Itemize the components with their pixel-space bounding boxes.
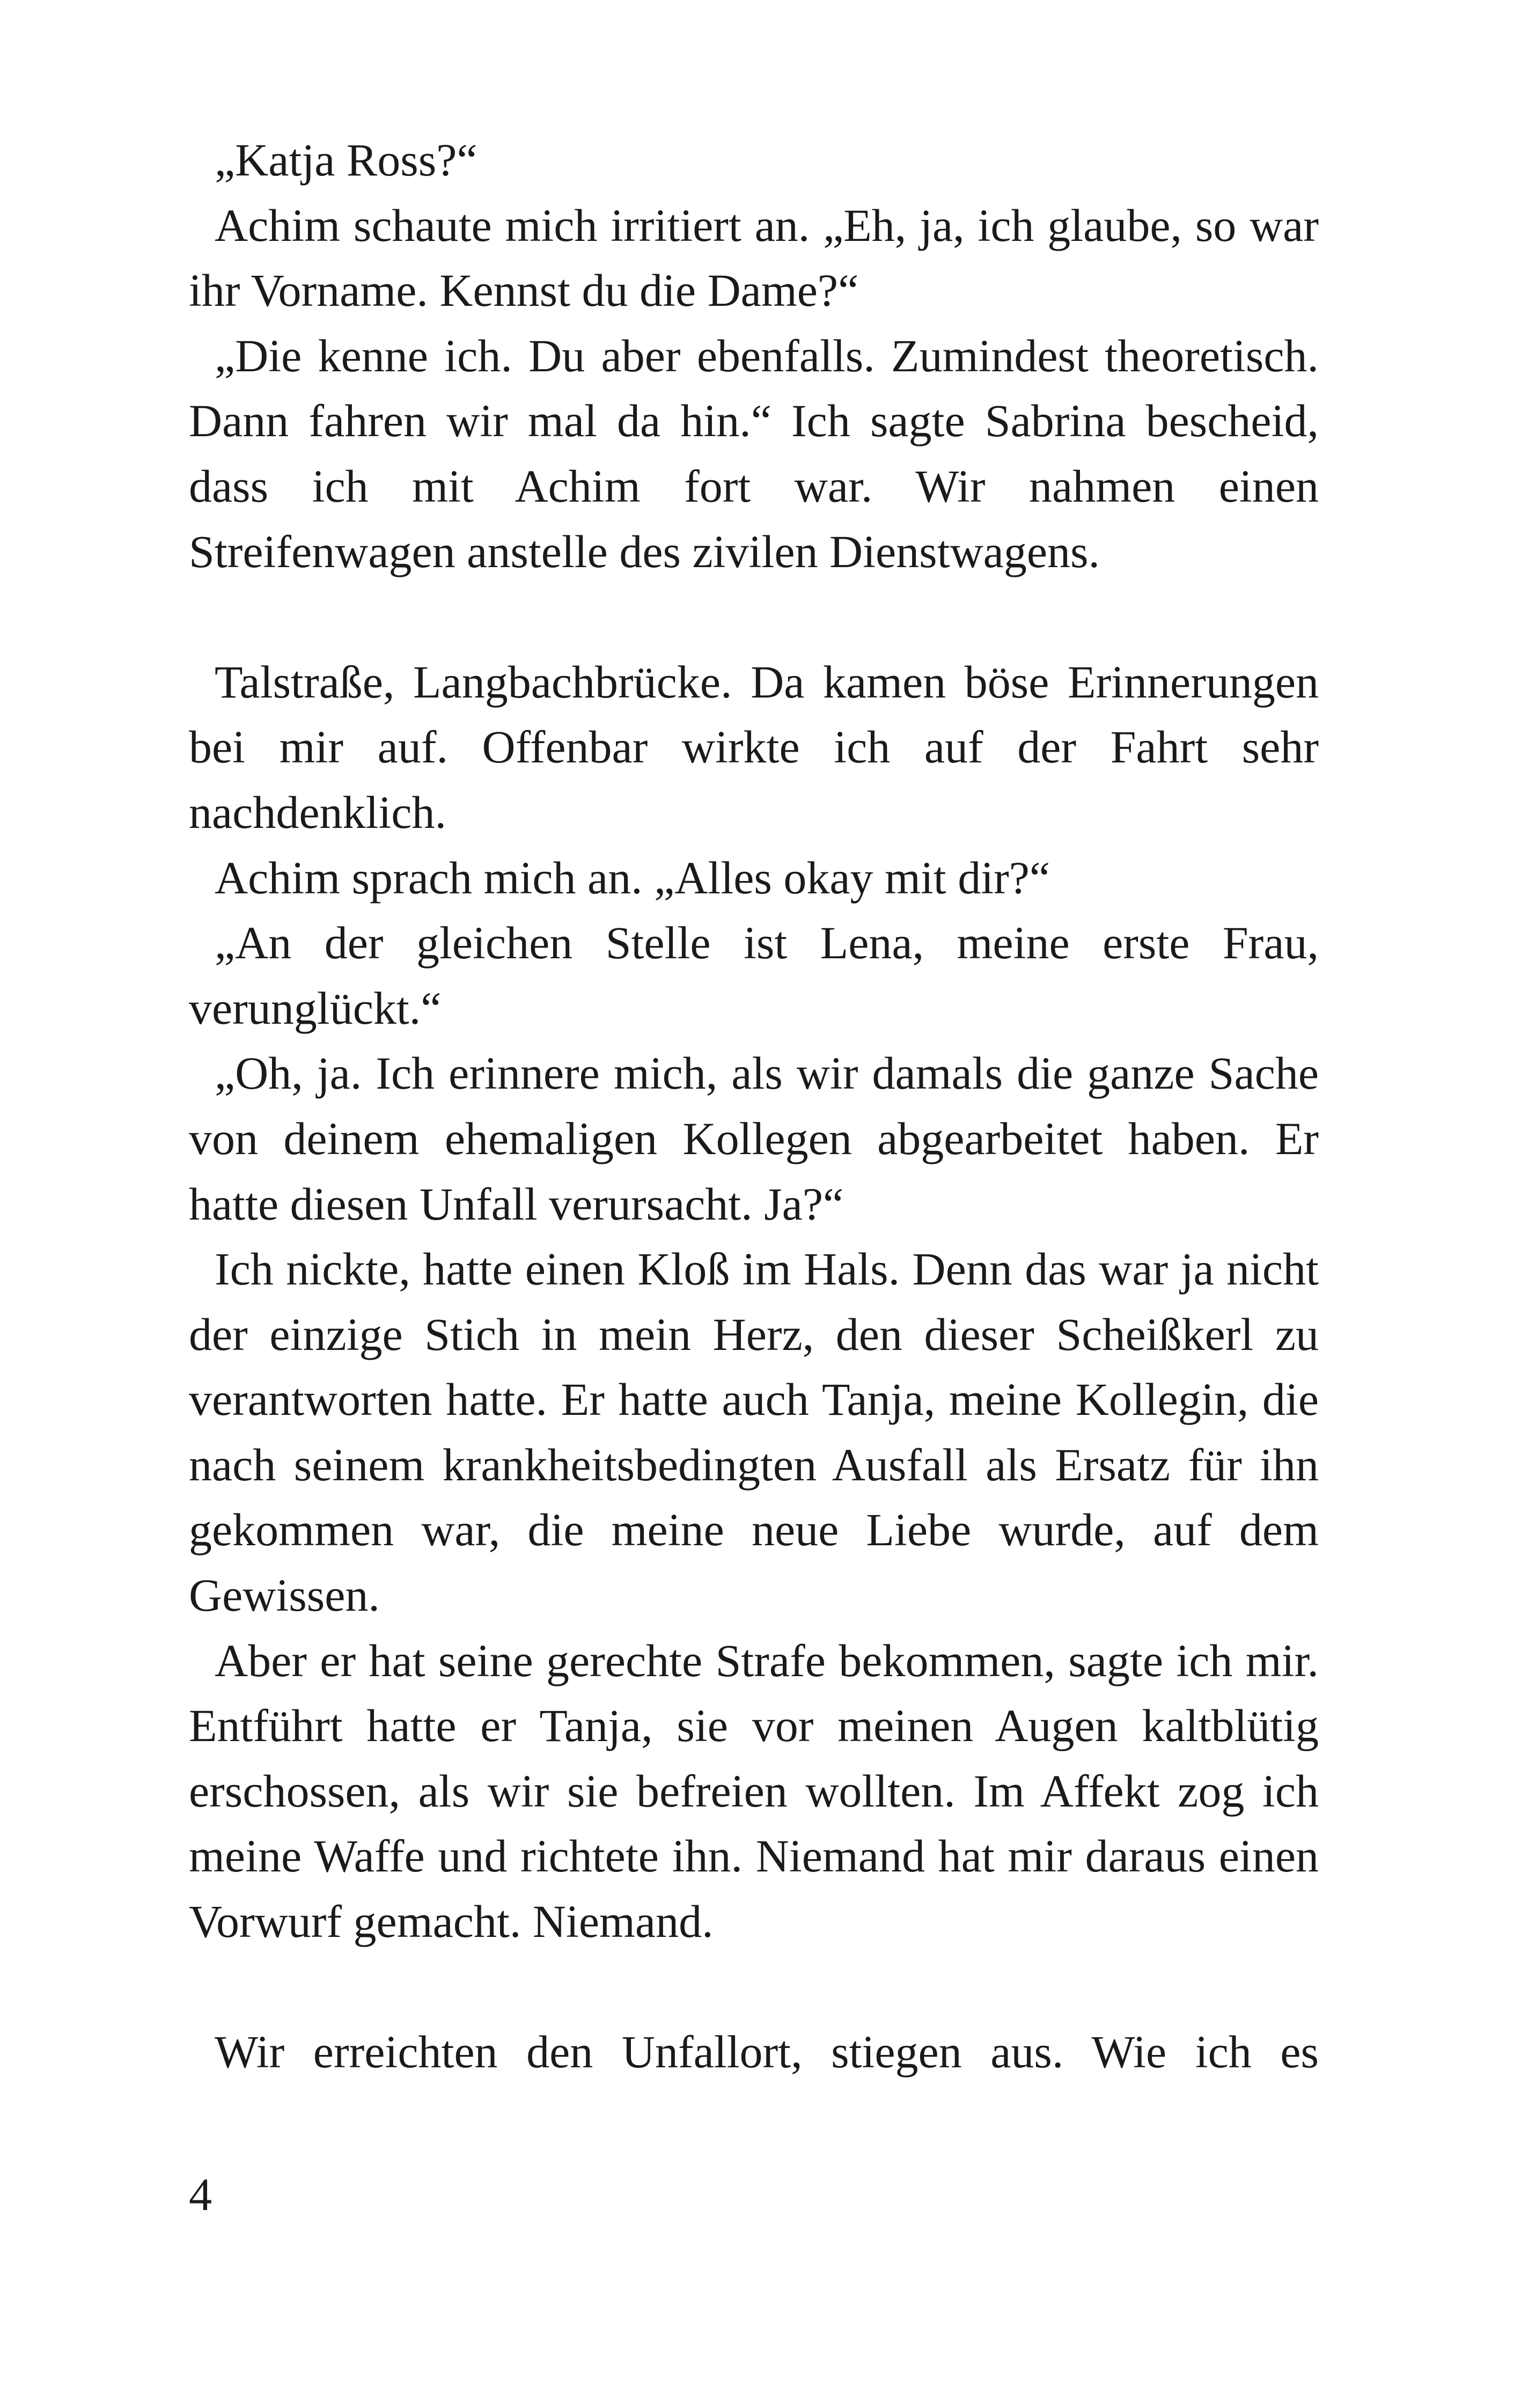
paragraph: Ich nickte, hatte einen Kloß im Hals. Denn das war ja nicht der einzige Stich in mein Herz, den dieser Scheißkerl zu verantworten hatte. Er hatte auch Tanja, meine Kollegin, die nach seinem krankheitsbedingten Ausfall als Ersatz für ihn gekommen war, die meine neue Liebe wurde, auf dem Gewissen. — [189, 1243, 1319, 1621]
paragraph: Aber er hat seine gerechte Strafe bekommen, sagte ich mir. Entführt hatte er Tanja, sie vor meinen Augen kaltblütig erschossen, als wir sie befreien wollten. Im Affekt zog ich meine Waffe und richtete ihn. Niemand hat mir daraus einen Vorwurf gemacht. Niemand. — [189, 1634, 1319, 1948]
paragraph: „Oh, ja. Ich erinnere mich, als wir damals die ganze Sache von deinem ehemaligen Kollegen abgearbeitet haben. Er hatte diesen Unfall verursacht. Ja?“ — [189, 1047, 1319, 1230]
paragraph: Achim sprach mich an. „Alles okay mit dir?“ — [215, 851, 1050, 904]
paragraph: Achim schaute mich irritiert an. „Eh, ja, ich glaube, so war ihr Vorname. Kennst du die Dame?“ — [189, 199, 1319, 317]
paragraph: Talstraße, Langbachbrücke. Da kamen böse Erinnerungen bei mir auf. Offenbar wirkte ich auf der Fahrt sehr nachdenklich. — [189, 656, 1319, 838]
page-number: 4 — [189, 2169, 212, 2220]
blank-line — [189, 584, 1319, 650]
page-body — [189, 128, 1319, 2085]
paragraph: „An der gleichen Stelle ist Lena, meine erste Frau, verunglückt.“ — [189, 917, 1319, 1034]
paragraph: „Katja Ross?“ — [215, 134, 477, 186]
blank-line — [189, 1955, 1319, 2020]
paragraph: „Die kenne ich. Du aber ebenfalls. Zumindest theoretisch. Dann fahren wir mal da hin.“ Ich sagte Sabrina bescheid, dass ich mit Achim fort war. Wir nahmen einen Streifenwagen anstelle des zivilen Dienstwagens. — [189, 329, 1319, 577]
paragraph-continued: Wir erreichten den Unfallort, stiegen aus. Wie ich es — [215, 2026, 1319, 2078]
